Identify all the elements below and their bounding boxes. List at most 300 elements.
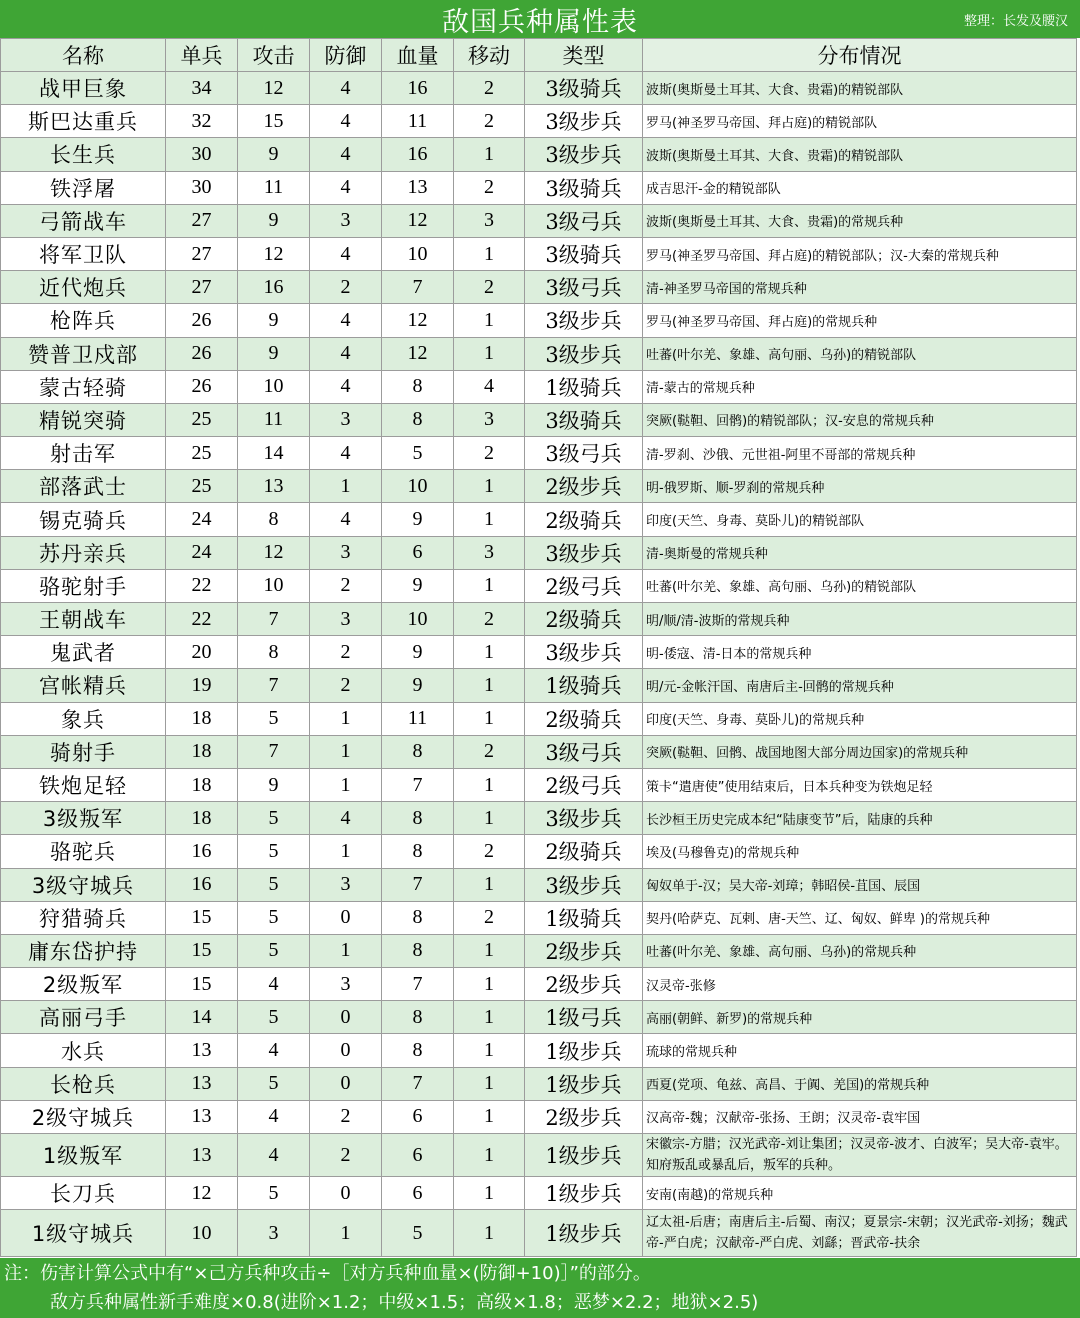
cell-move: 3 [454,536,525,569]
cell-defense: 2 [310,1100,382,1133]
cell-defense: 2 [310,636,382,669]
cell-type: 3级骑兵 [525,171,643,204]
cell-type: 1级骑兵 [525,669,643,702]
cell-name: 斯巴达重兵 [1,105,166,138]
formula-note: 注：伤害计算公式中有“×己方兵种攻击÷［对方兵种血量×(防御+10)］”的部分。 [0,1258,1080,1289]
cell-distribution: 埃及(马穆鲁克)的常规兵种 [643,835,1077,868]
cell-type: 3级步兵 [525,536,643,569]
cell-name: 苏丹亲兵 [1,536,166,569]
cell-distribution: 吐蕃(叶尔羌、象雄、高句丽、乌孙)的常规兵种 [643,934,1077,967]
cell-distribution: 成吉思汗-金的精锐部队 [643,171,1077,204]
cell-name: 骆驼兵 [1,835,166,868]
cell-defense: 1 [310,934,382,967]
header-attack: 攻击 [238,39,310,72]
cell-type: 1级骑兵 [525,370,643,403]
cell-type: 2级步兵 [525,934,643,967]
cell-name: 长刀兵 [1,1177,166,1210]
cell-move: 1 [454,702,525,735]
table-row [1,271,1077,304]
cell-attack: 4 [238,968,310,1001]
cell-defense: 4 [310,304,382,337]
cell-move: 2 [454,835,525,868]
cell-name: 战甲巨象 [1,72,166,105]
cell-attack: 7 [238,603,310,636]
cell-type: 1级步兵 [525,1177,643,1210]
cell-single: 25 [166,403,238,436]
cell-distribution: 吐蕃(叶尔羌、象雄、高句丽、乌孙)的精锐部队 [643,569,1077,602]
cell-attack: 8 [238,636,310,669]
cell-defense: 4 [310,138,382,171]
cell-single: 25 [166,470,238,503]
cell-defense: 4 [310,72,382,105]
table-row [1,934,1077,967]
cell-type: 2级步兵 [525,470,643,503]
cell-hp: 16 [382,138,454,171]
cell-defense: 1 [310,835,382,868]
cell-defense: 3 [310,536,382,569]
cell-hp: 8 [382,1034,454,1067]
cell-distribution: 匈奴单于-汉；吴大帝-刘璋；韩昭侯-苴国、辰国 [643,868,1077,901]
cell-distribution: 印度(天竺、身毒、莫卧儿)的精锐部队 [643,503,1077,536]
cell-move: 1 [454,868,525,901]
cell-name: 宫帐精兵 [1,669,166,702]
cell-attack: 9 [238,138,310,171]
cell-defense: 1 [310,1210,382,1257]
cell-type: 3级弓兵 [525,204,643,237]
cell-distribution: 长沙桓王历史完成本纪“陆康变节”后，陆康的兵种 [643,802,1077,835]
cell-defense: 4 [310,105,382,138]
cell-distribution: 安南(南越)的常规兵种 [643,1177,1077,1210]
cell-distribution: 明/元-金帐汗国、南唐后主-回鹘的常规兵种 [643,669,1077,702]
title-bar [0,0,1080,38]
cell-hp: 8 [382,403,454,436]
cell-distribution: 汉灵帝-张修 [643,968,1077,1001]
cell-distribution: 突厥(鞑靼、回鹘)的精锐部队；汉-安息的常规兵种 [643,403,1077,436]
cell-defense: 2 [310,669,382,702]
cell-defense: 4 [310,437,382,470]
table-row [1,1001,1077,1034]
cell-attack: 12 [238,72,310,105]
cell-name: 将军卫队 [1,237,166,270]
cell-move: 2 [454,901,525,934]
cell-type: 3级骑兵 [525,237,643,270]
cell-single: 15 [166,901,238,934]
cell-name: 长枪兵 [1,1067,166,1100]
cell-single: 32 [166,105,238,138]
cell-distribution: 清-罗刹、沙俄、元世祖-阿里不哥部的常规兵种 [643,437,1077,470]
cell-attack: 9 [238,204,310,237]
cell-name: 2级守城兵 [1,1100,166,1133]
cell-defense: 1 [310,735,382,768]
table-row [1,1134,1077,1177]
cell-type: 1级步兵 [525,1034,643,1067]
cell-single: 18 [166,735,238,768]
cell-distribution: 汉高帝-魏；汉献帝-张扬、王朗；汉灵帝-袁牢国 [643,1100,1077,1133]
cell-single: 27 [166,237,238,270]
cell-move: 1 [454,802,525,835]
cell-distribution: 罗马(神圣罗马帝国、拜占庭)的精锐部队 [643,105,1077,138]
cell-attack: 5 [238,901,310,934]
cell-defense: 2 [310,569,382,602]
cell-distribution: 明/顺/清-波斯的常规兵种 [643,603,1077,636]
table-row [1,901,1077,934]
cell-single: 19 [166,669,238,702]
cell-distribution: 琉球的常规兵种 [643,1034,1077,1067]
cell-single: 13 [166,1100,238,1133]
header-hp: 血量 [382,39,454,72]
cell-move: 1 [454,138,525,171]
cell-single: 27 [166,271,238,304]
table-row [1,636,1077,669]
cell-attack: 4 [238,1034,310,1067]
difficulty-note: 敌方兵种属性新手难度×0.8(进阶×1.2；中级×1.5；高级×1.8；恶梦×2.2；地狱×2.5) [0,1289,1080,1318]
header-type: 类型 [525,39,643,72]
cell-attack: 15 [238,105,310,138]
cell-distribution: 明-倭寇、清-日本的常规兵种 [643,636,1077,669]
cell-defense: 4 [310,503,382,536]
cell-defense: 1 [310,702,382,735]
cell-name: 弓箭战车 [1,204,166,237]
cell-name: 庸东岱护持 [1,934,166,967]
cell-attack: 5 [238,702,310,735]
cell-distribution: 明-俄罗斯、顺-罗刹的常规兵种 [643,470,1077,503]
credit-label: 整理：长发及腰汉 [963,14,1068,29]
cell-single: 22 [166,603,238,636]
cell-attack: 9 [238,337,310,370]
cell-attack: 11 [238,171,310,204]
cell-defense: 0 [310,901,382,934]
cell-move: 2 [454,735,525,768]
cell-move: 1 [454,934,525,967]
cell-type: 3级弓兵 [525,735,643,768]
cell-defense: 4 [310,802,382,835]
cell-attack: 3 [238,1210,310,1257]
cell-name: 长生兵 [1,138,166,171]
cell-single: 25 [166,437,238,470]
cell-type: 1级步兵 [525,1067,643,1100]
table-row [1,1067,1077,1100]
cell-move: 2 [454,603,525,636]
table-row [1,337,1077,370]
cell-attack: 14 [238,437,310,470]
table-row [1,569,1077,602]
cell-name: 部落武士 [1,470,166,503]
cell-name: 铁炮足轻 [1,768,166,801]
cell-name: 2级叛军 [1,968,166,1001]
cell-type: 2级骑兵 [525,503,643,536]
cell-move: 1 [454,569,525,602]
cell-hp: 5 [382,437,454,470]
cell-attack: 4 [238,1134,310,1177]
cell-distribution: 清-神圣罗马帝国的常规兵种 [643,271,1077,304]
cell-move: 2 [454,271,525,304]
cell-hp: 8 [382,735,454,768]
cell-attack: 4 [238,1100,310,1133]
cell-hp: 9 [382,636,454,669]
cell-hp: 9 [382,569,454,602]
cell-name: 象兵 [1,702,166,735]
cell-distribution: 波斯(奥斯曼土耳其、大食、贵霜)的精锐部队 [643,138,1077,171]
cell-hp: 10 [382,603,454,636]
cell-attack: 12 [238,536,310,569]
cell-defense: 1 [310,470,382,503]
cell-move: 2 [454,171,525,204]
cell-attack: 5 [238,868,310,901]
table-row [1,835,1077,868]
cell-name: 3级叛军 [1,802,166,835]
cell-name: 1级叛军 [1,1134,166,1177]
cell-single: 16 [166,868,238,901]
cell-move: 1 [454,1100,525,1133]
table-row [1,403,1077,436]
table-row [1,437,1077,470]
cell-hp: 16 [382,72,454,105]
cell-hp: 8 [382,802,454,835]
cell-move: 1 [454,1134,525,1177]
cell-type: 2级骑兵 [525,835,643,868]
cell-attack: 5 [238,802,310,835]
table-row [1,204,1077,237]
cell-name: 1级守城兵 [1,1210,166,1257]
cell-move: 1 [454,304,525,337]
cell-move: 1 [454,337,525,370]
cell-hp: 7 [382,868,454,901]
table-row [1,171,1077,204]
cell-defense: 3 [310,204,382,237]
cell-hp: 12 [382,204,454,237]
cell-name: 鬼武者 [1,636,166,669]
table-row [1,1034,1077,1067]
cell-hp: 8 [382,835,454,868]
cell-distribution: 清-奥斯曼的常规兵种 [643,536,1077,569]
cell-move: 1 [454,470,525,503]
cell-attack: 5 [238,1001,310,1034]
cell-distribution: 印度(天竺、身毒、莫卧儿)的常规兵种 [643,702,1077,735]
cell-type: 3级步兵 [525,304,643,337]
cell-distribution: 宋徽宗-方腊；汉光武帝-刘让集团；汉灵帝-波才、白波军；吴大帝-袁牢。知府叛乱或暴乱后，叛军的兵种。 [643,1134,1077,1177]
cell-type: 1级骑兵 [525,901,643,934]
cell-hp: 9 [382,669,454,702]
cell-hp: 7 [382,968,454,1001]
cell-hp: 6 [382,536,454,569]
cell-attack: 8 [238,503,310,536]
cell-hp: 11 [382,105,454,138]
cell-distribution: 波斯(奥斯曼土耳其、大食、贵霜)的常规兵种 [643,204,1077,237]
cell-name: 蒙古轻骑 [1,370,166,403]
table-row [1,802,1077,835]
cell-single: 30 [166,171,238,204]
cell-name: 赞普卫戍部 [1,337,166,370]
cell-distribution: 高丽(朝鲜、新罗)的常规兵种 [643,1001,1077,1034]
cell-single: 14 [166,1001,238,1034]
cell-name: 铁浮屠 [1,171,166,204]
cell-type: 1级步兵 [525,1134,643,1177]
cell-hp: 8 [382,934,454,967]
table-row [1,304,1077,337]
cell-single: 18 [166,768,238,801]
cell-single: 13 [166,1034,238,1067]
cell-single: 26 [166,337,238,370]
cell-move: 1 [454,768,525,801]
cell-attack: 5 [238,934,310,967]
cell-single: 22 [166,569,238,602]
cell-type: 3级步兵 [525,105,643,138]
cell-attack: 12 [238,237,310,270]
cell-move: 3 [454,204,525,237]
cell-move: 1 [454,636,525,669]
cell-single: 34 [166,72,238,105]
cell-hp: 7 [382,271,454,304]
cell-hp: 10 [382,237,454,270]
cell-defense: 4 [310,171,382,204]
cell-attack: 9 [238,304,310,337]
cell-single: 18 [166,702,238,735]
cell-type: 3级骑兵 [525,72,643,105]
cell-name: 骑射手 [1,735,166,768]
cell-attack: 10 [238,370,310,403]
table-row [1,702,1077,735]
cell-type: 3级弓兵 [525,437,643,470]
cell-single: 27 [166,204,238,237]
cell-name: 近代炮兵 [1,271,166,304]
table-row [1,503,1077,536]
cell-name: 射击军 [1,437,166,470]
table-row [1,1210,1077,1257]
cell-defense: 4 [310,370,382,403]
cell-defense: 3 [310,868,382,901]
cell-distribution: 契丹(哈萨克、瓦剌、唐-天竺、辽、匈奴、鲜卑 )的常规兵种 [643,901,1077,934]
cell-hp: 7 [382,1067,454,1100]
cell-distribution: 突厥(鞑靼、回鹘、战国地图大部分周边国家)的常规兵种 [643,735,1077,768]
table-row [1,768,1077,801]
cell-type: 3级步兵 [525,337,643,370]
cell-move: 1 [454,968,525,1001]
header-distribution: 分布情况 [643,39,1077,72]
table-row [1,968,1077,1001]
table-row [1,370,1077,403]
cell-type: 2级骑兵 [525,603,643,636]
cell-move: 1 [454,1177,525,1210]
cell-hp: 8 [382,370,454,403]
cell-hp: 10 [382,470,454,503]
cell-attack: 5 [238,1177,310,1210]
table-row [1,470,1077,503]
header-defense: 防御 [310,39,382,72]
cell-single: 13 [166,1134,238,1177]
cell-single: 15 [166,968,238,1001]
cell-distribution: 辽太祖-后唐；南唐后主-后蜀、南汉；夏景宗-宋朝；汉光武帝-刘扬；魏武帝-严白虎；汉献帝-严白虎、刘繇；晋武帝-扶余 [643,1210,1077,1257]
cell-attack: 7 [238,669,310,702]
cell-attack: 16 [238,271,310,304]
unit-table [0,38,1077,1257]
cell-defense: 2 [310,1134,382,1177]
cell-type: 3级步兵 [525,138,643,171]
cell-attack: 5 [238,1067,310,1100]
cell-single: 24 [166,503,238,536]
cell-attack: 7 [238,735,310,768]
cell-type: 3级步兵 [525,802,643,835]
cell-single: 24 [166,536,238,569]
cell-name: 水兵 [1,1034,166,1067]
cell-move: 2 [454,105,525,138]
cell-single: 16 [166,835,238,868]
cell-type: 2级骑兵 [525,702,643,735]
cell-type: 2级弓兵 [525,569,643,602]
cell-move: 1 [454,237,525,270]
cell-name: 王朝战车 [1,603,166,636]
cell-type: 3级弓兵 [525,271,643,304]
cell-single: 30 [166,138,238,171]
cell-type: 2级弓兵 [525,768,643,801]
page-title: 敌国兵种属性表 [442,6,638,38]
cell-move: 1 [454,1067,525,1100]
cell-move: 1 [454,1001,525,1034]
cell-defense: 4 [310,237,382,270]
cell-move: 1 [454,669,525,702]
cell-hp: 8 [382,1001,454,1034]
table-row [1,868,1077,901]
cell-hp: 7 [382,768,454,801]
cell-distribution: 西夏(党项、龟兹、高昌、于阗、羌国)的常规兵种 [643,1067,1077,1100]
table-row [1,536,1077,569]
cell-move: 1 [454,1034,525,1067]
cell-hp: 12 [382,304,454,337]
table-row [1,237,1077,270]
cell-single: 10 [166,1210,238,1257]
table-row [1,72,1077,105]
cell-name: 锡克骑兵 [1,503,166,536]
cell-type: 3级骑兵 [525,403,643,436]
cell-distribution: 清-蒙古的常规兵种 [643,370,1077,403]
table-row [1,1177,1077,1210]
cell-hp: 8 [382,901,454,934]
cell-hp: 5 [382,1210,454,1257]
cell-attack: 11 [238,403,310,436]
cell-defense: 0 [310,1177,382,1210]
cell-move: 2 [454,72,525,105]
cell-move: 3 [454,403,525,436]
cell-name: 枪阵兵 [1,304,166,337]
cell-move: 1 [454,1210,525,1257]
cell-name: 3级守城兵 [1,868,166,901]
cell-hp: 6 [382,1134,454,1177]
cell-defense: 3 [310,968,382,1001]
cell-distribution: 罗马(神圣罗马帝国、拜占庭)的精锐部队；汉-大秦的常规兵种 [643,237,1077,270]
table-row [1,105,1077,138]
cell-hp: 11 [382,702,454,735]
cell-move: 1 [454,503,525,536]
cell-name: 高丽弓手 [1,1001,166,1034]
cell-attack: 13 [238,470,310,503]
table-row [1,1100,1077,1133]
cell-type: 3级步兵 [525,868,643,901]
cell-single: 20 [166,636,238,669]
table-row [1,138,1077,171]
table-row [1,669,1077,702]
cell-move: 4 [454,370,525,403]
header-single: 单兵 [166,39,238,72]
cell-distribution: 波斯(奥斯曼土耳其、大食、贵霜)的精锐部队 [643,72,1077,105]
cell-defense: 0 [310,1001,382,1034]
cell-single: 12 [166,1177,238,1210]
cell-hp: 12 [382,337,454,370]
cell-type: 2级步兵 [525,1100,643,1133]
cell-single: 26 [166,370,238,403]
cell-single: 13 [166,1067,238,1100]
cell-attack: 10 [238,569,310,602]
header-move: 移动 [454,39,525,72]
header-name: 名称 [1,39,166,72]
